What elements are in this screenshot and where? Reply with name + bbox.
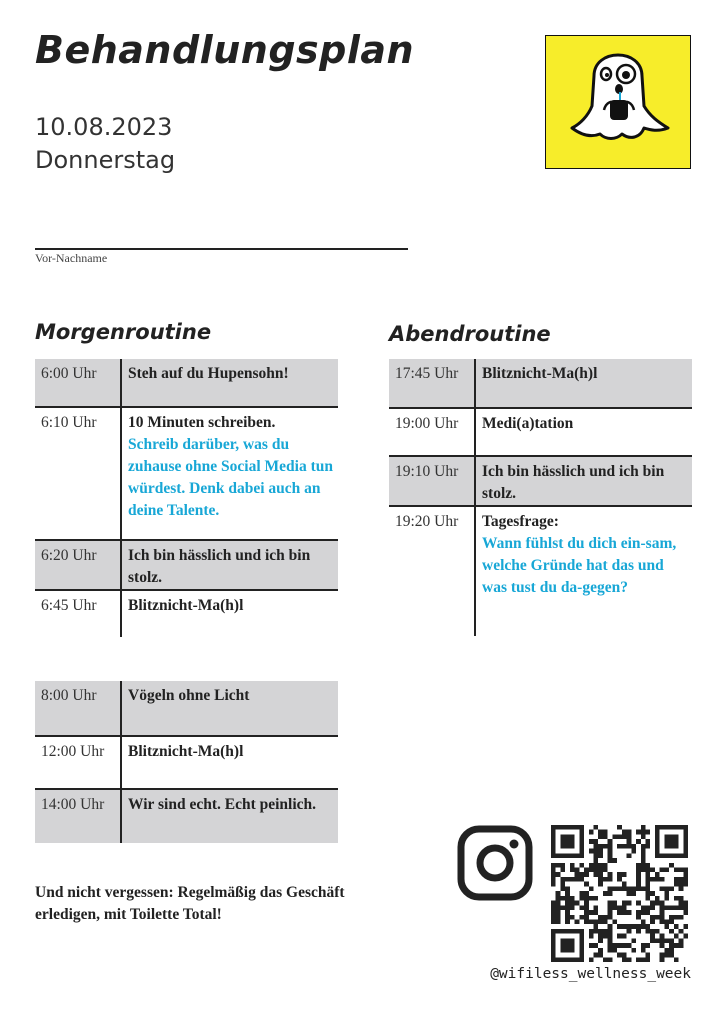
activity-cell: Blitznicht-Ma(h)l bbox=[128, 743, 244, 760]
page-title: Behandlungsplan bbox=[35, 28, 415, 72]
schedule-row bbox=[35, 590, 338, 637]
time-cell: 19:10 Uhr bbox=[389, 456, 475, 506]
ghost-logo bbox=[545, 35, 691, 169]
activity-cell: Blitznicht-Ma(h)l bbox=[128, 597, 244, 614]
schedule-row bbox=[35, 681, 338, 736]
activity-note: Schreib darüber, was du zuhause ohne Social Media tun würdest. Denk dabei auch an deine Talente. bbox=[128, 436, 333, 519]
time-cell: 6:00 Uhr bbox=[35, 359, 121, 407]
activity-cell: Wir sind echt. Echt peinlich. bbox=[121, 789, 338, 843]
instagram-icon bbox=[457, 825, 533, 901]
time-cell: 6:10 Uhr bbox=[35, 407, 121, 540]
activity-cell: Steh auf du Hupensohn! bbox=[121, 359, 338, 407]
schedule-row bbox=[35, 407, 338, 540]
time-cell: 19:20 Uhr bbox=[389, 506, 475, 636]
time-cell: 14:00 Uhr bbox=[35, 789, 121, 843]
schedule-row bbox=[35, 359, 338, 407]
schedule-row bbox=[389, 359, 692, 408]
ghost-logo-icon bbox=[546, 36, 690, 168]
schedule-row bbox=[389, 408, 692, 456]
morning-routine-title: Morgenroutine bbox=[35, 320, 212, 344]
time-cell: 6:45 Uhr bbox=[35, 590, 121, 637]
reminder-text: Und nicht vergessen: Regelmäßig das Geschäft erledigen, mit Toilette Total! bbox=[35, 884, 345, 923]
schedule-row bbox=[389, 456, 692, 506]
instagram-handle[interactable]: @wifiless_wellness_week bbox=[490, 966, 691, 982]
activity-cell bbox=[475, 506, 692, 636]
activity-cell bbox=[121, 407, 338, 540]
evening-schedule bbox=[389, 359, 692, 636]
activity-cell: Ich bin hässlich und ich bin stolz. bbox=[475, 456, 692, 506]
name-field-label: Vor-Nachname bbox=[35, 251, 108, 265]
activity-text: Tagesfrage: bbox=[482, 513, 559, 530]
midday-schedule bbox=[35, 681, 338, 843]
activity-cell: Medi(a)tation bbox=[482, 415, 574, 432]
date: 10.08.2023 bbox=[35, 113, 173, 141]
name-line bbox=[35, 248, 408, 250]
activity-cell: Ich bin hässlich und ich bin stolz. bbox=[121, 540, 338, 590]
evening-routine-title: Abendroutine bbox=[389, 322, 551, 346]
schedule-row bbox=[389, 506, 692, 636]
activity-cell: Vögeln ohne Licht bbox=[121, 681, 338, 736]
activity-text: 10 Minuten schreiben. bbox=[128, 414, 276, 431]
schedule-row bbox=[35, 789, 338, 843]
weekday: Donnerstag bbox=[35, 146, 176, 174]
morning-schedule bbox=[35, 359, 338, 637]
qr-code[interactable] bbox=[551, 825, 688, 962]
time-cell: 17:45 Uhr bbox=[389, 359, 475, 408]
schedule-row bbox=[35, 736, 338, 789]
activity-cell: Blitznicht-Ma(h)l bbox=[475, 359, 692, 408]
time-cell: 8:00 Uhr bbox=[35, 681, 121, 736]
schedule-row bbox=[35, 540, 338, 590]
time-cell: 12:00 Uhr bbox=[35, 736, 121, 789]
activity-note: Wann fühlst du dich ein-sam, welche Gründe hat das und was tust du da-gegen? bbox=[482, 535, 677, 596]
time-cell: 19:00 Uhr bbox=[389, 408, 475, 456]
time-cell: 6:20 Uhr bbox=[35, 540, 121, 590]
